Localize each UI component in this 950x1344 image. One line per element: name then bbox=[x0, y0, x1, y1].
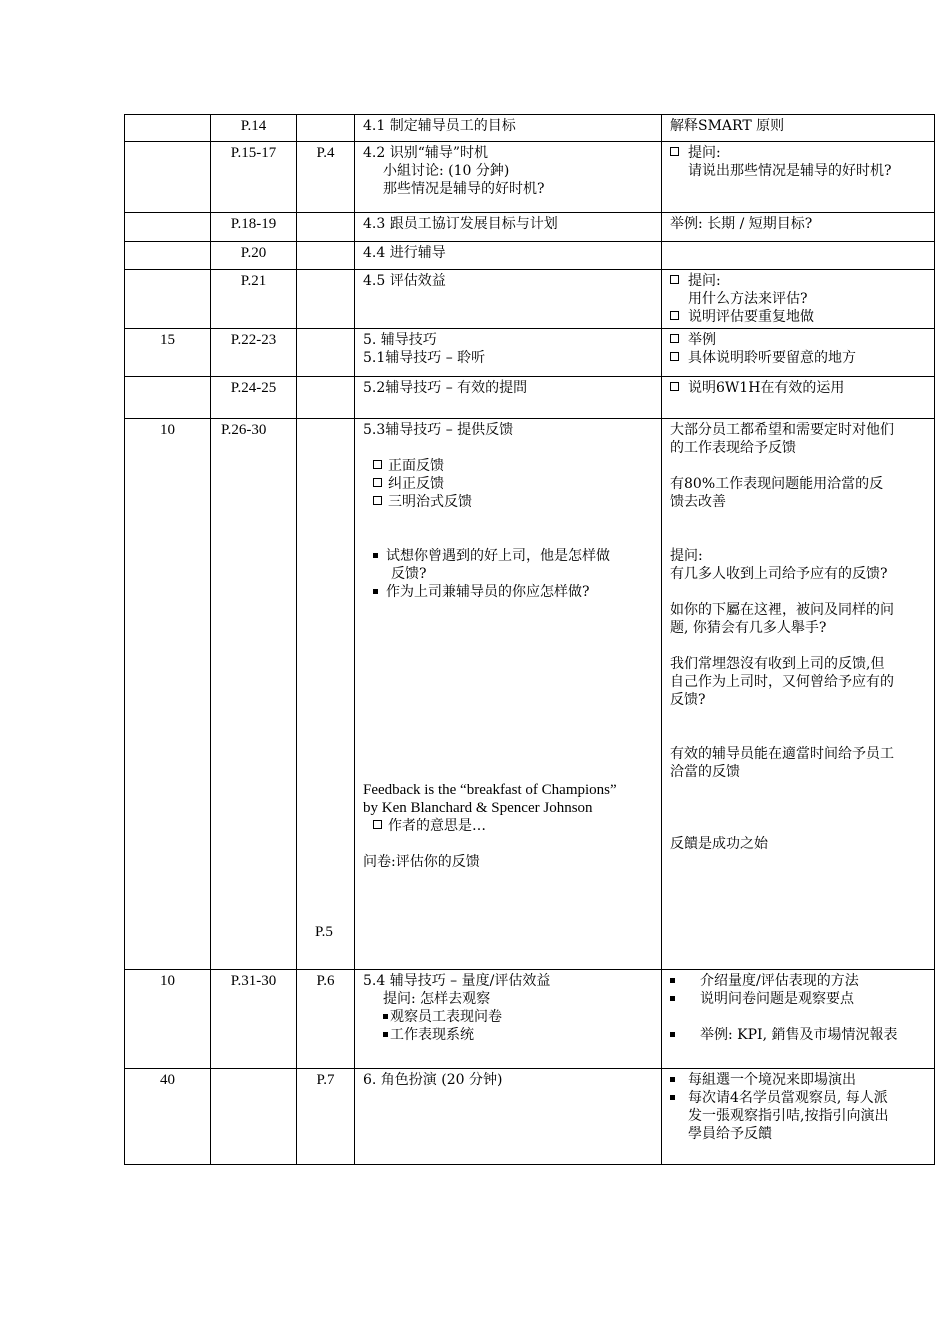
bullet-icon bbox=[670, 972, 700, 990]
table-row bbox=[125, 142, 935, 213]
time-cell bbox=[125, 270, 211, 329]
page-cell: P.22-23 bbox=[211, 329, 297, 377]
notes-cell bbox=[662, 970, 935, 1069]
bullet-text: 反馈? bbox=[391, 566, 427, 582]
note-line: 的工作表现给予反馈 bbox=[670, 440, 796, 456]
ref-cell: P.6 bbox=[297, 970, 355, 1069]
content-title: 5.3辅导技巧 – 提供反馈 bbox=[363, 422, 514, 438]
note-line: 洽當的反馈 bbox=[670, 764, 740, 780]
page-cell: P.26-30 bbox=[211, 419, 297, 970]
bullet-list bbox=[363, 547, 657, 601]
checkbox-icon bbox=[670, 349, 688, 367]
time-cell bbox=[125, 377, 211, 419]
page-cell: P.20 bbox=[211, 242, 297, 270]
bullet-icon bbox=[670, 1026, 700, 1044]
content-cell bbox=[355, 142, 662, 213]
table-row bbox=[125, 242, 935, 270]
bullet-text: 作为上司兼辅导员的你应怎样做? bbox=[386, 584, 590, 600]
note-line: 介绍量度/评估表现的方法 bbox=[700, 973, 859, 989]
table-row bbox=[125, 970, 935, 1069]
checkbox-icon bbox=[670, 144, 688, 162]
note-line: 我们常埋怨沒有收到上司的反馈,但 bbox=[670, 656, 885, 672]
note-line: 每組選一个境况来即場演出 bbox=[688, 1072, 856, 1088]
notes-cell bbox=[662, 377, 935, 419]
page-cell: P.24-25 bbox=[211, 377, 297, 419]
time-cell bbox=[125, 115, 211, 142]
content-line: 4.2 识别“辅导”时机 bbox=[363, 145, 489, 161]
content-line: 小組讨论: (10 分鈡) bbox=[383, 163, 510, 179]
time-cell: 10 bbox=[125, 419, 211, 970]
note-line: 提问: bbox=[688, 145, 721, 161]
note-line: 自己作为上司时，又何曾给予应有的 bbox=[670, 674, 894, 690]
time-cell bbox=[125, 242, 211, 270]
ref-cell bbox=[297, 213, 355, 242]
bullet-icon bbox=[670, 1089, 688, 1107]
bullet-icon bbox=[383, 1014, 388, 1019]
note-line: 大部分员工都希望和需要定时对他们 bbox=[670, 422, 894, 438]
ref-cell bbox=[297, 329, 355, 377]
checkbox-icon bbox=[373, 496, 382, 505]
checkbox-icon bbox=[670, 331, 688, 349]
ref-cell bbox=[297, 419, 355, 970]
note-line: 举例 bbox=[688, 332, 716, 348]
content-line: 5.1辅导技巧 – 聆听 bbox=[363, 350, 486, 366]
note-line: 馈去改善 bbox=[670, 494, 726, 510]
bullet-text: 工作表现系统 bbox=[390, 1027, 474, 1043]
table-row bbox=[125, 270, 935, 329]
table-row bbox=[125, 419, 935, 970]
notes-cell bbox=[662, 270, 935, 329]
content-line: 提问: 怎样去观察 bbox=[383, 991, 491, 1007]
note-line: 题, 你猜会有几多人舉手? bbox=[670, 620, 827, 636]
bullet-icon bbox=[373, 589, 378, 594]
content-cell: 6. 角色扮演 (20 分钟) bbox=[355, 1069, 662, 1165]
ref-cell bbox=[297, 270, 355, 329]
survey-line: 问卷:评估你的反馈 bbox=[363, 854, 480, 870]
bullet-icon bbox=[383, 1032, 388, 1037]
content-cell: 5.2辅导技巧 – 有效的提問 bbox=[355, 377, 662, 419]
time-cell bbox=[125, 142, 211, 213]
ref-cell bbox=[297, 242, 355, 270]
note-line: 反饋是成功之始 bbox=[670, 836, 768, 852]
note-line: 提问: bbox=[688, 273, 721, 289]
note-line: 说明评估要重复地做 bbox=[688, 309, 814, 325]
table-row bbox=[125, 377, 935, 419]
note-line: 反馈? bbox=[670, 692, 706, 708]
quote-line: Feedback is the “breakfast of Champions” bbox=[363, 782, 617, 798]
checkbox-icon bbox=[373, 478, 382, 487]
table-row bbox=[125, 329, 935, 377]
note-line: 每次请4名学员當观察员, 每人派 bbox=[688, 1090, 888, 1106]
checkbox-icon bbox=[373, 460, 382, 469]
notes-cell bbox=[662, 1069, 935, 1165]
content-cell: 4.3 跟员工協订发展目标与计划 bbox=[355, 213, 662, 242]
time-cell: 10 bbox=[125, 970, 211, 1069]
note-line: 有效的辅导员能在適當时间给予员工 bbox=[670, 746, 894, 762]
time-cell bbox=[125, 213, 211, 242]
page-cell: P.15-17 bbox=[211, 142, 297, 213]
page-cell bbox=[211, 1069, 297, 1165]
ref-label: P.5 bbox=[315, 924, 333, 940]
bullet-icon bbox=[670, 990, 700, 1008]
bullet-icon bbox=[670, 1071, 688, 1089]
note-line: 用什么方法来评估? bbox=[688, 291, 808, 307]
note-line: 发一張观察指引咭,按指引向演出 bbox=[688, 1108, 889, 1124]
table-row bbox=[125, 115, 935, 142]
checkbox-icon bbox=[373, 820, 382, 829]
time-cell: 15 bbox=[125, 329, 211, 377]
note-line: 學員给予反饋 bbox=[688, 1126, 772, 1142]
time-cell: 40 bbox=[125, 1069, 211, 1165]
content-cell: 4.1 制定辅导员工的目标 bbox=[355, 115, 662, 142]
checkbox-label: 三明治式反馈 bbox=[388, 494, 472, 510]
content-line: 5. 辅导技巧 bbox=[363, 332, 437, 348]
note-line: 提问: bbox=[670, 548, 703, 564]
content-cell bbox=[355, 419, 662, 970]
checkbox-label: 作者的意思是… bbox=[388, 818, 486, 834]
ref-cell bbox=[297, 377, 355, 419]
page-cell: P.14 bbox=[211, 115, 297, 142]
bullet-text: 试想你曾遇到的好上司，他是怎样做 bbox=[386, 548, 610, 564]
content-line: 那些情况是辅导的好时机? bbox=[383, 181, 545, 197]
ref-cell bbox=[297, 115, 355, 142]
notes-cell bbox=[662, 329, 935, 377]
checkbox-label: 纠正反馈 bbox=[388, 476, 444, 492]
note-line: 说明6W1H在有效的运用 bbox=[688, 380, 845, 396]
lesson-plan-table bbox=[124, 114, 935, 1165]
ref-cell: P.4 bbox=[297, 142, 355, 213]
content-cell: 4.4 进行辅导 bbox=[355, 242, 662, 270]
notes-cell bbox=[662, 419, 935, 970]
content-cell bbox=[355, 970, 662, 1069]
checkbox-label: 正面反馈 bbox=[388, 458, 444, 474]
checkbox-icon bbox=[670, 272, 688, 290]
content-line: 5.4 辅导技巧 – 量度/评估效益 bbox=[363, 973, 551, 989]
notes-cell bbox=[662, 242, 935, 270]
note-line: 举例: KPI, 銷售及市場情況報表 bbox=[700, 1027, 898, 1043]
content-cell: 4.5 评估效益 bbox=[355, 270, 662, 329]
bullet-icon bbox=[373, 553, 378, 558]
table-row bbox=[125, 1069, 935, 1165]
note-line: 有80%工作表现问题能用洽當的反 bbox=[670, 476, 884, 492]
notes-cell: 举例: 长期 / 短期目标? bbox=[662, 213, 935, 242]
notes-cell bbox=[662, 142, 935, 213]
content-cell bbox=[355, 329, 662, 377]
bullet-text: 观察员工表现问卷 bbox=[390, 1009, 502, 1025]
table-row bbox=[125, 213, 935, 242]
note-line: 说明问卷问题是观察要点 bbox=[700, 991, 854, 1007]
page-cell: P.31-30 bbox=[211, 970, 297, 1069]
page-cell: P.21 bbox=[211, 270, 297, 329]
checkbox-list bbox=[363, 457, 657, 511]
notes-cell: 解释SMART 原则 bbox=[662, 115, 935, 142]
note-line: 请说出那些情况是辅导的好时机? bbox=[688, 163, 892, 179]
checkbox-icon bbox=[670, 308, 688, 326]
note-line: 具体说明聆听要留意的地方 bbox=[688, 350, 856, 366]
page-cell: P.18-19 bbox=[211, 213, 297, 242]
note-line: 有几多人收到上司给予应有的反馈? bbox=[670, 566, 888, 582]
quote-author: by Ken Blanchard & Spencer Johnson bbox=[363, 800, 593, 816]
checkbox-icon bbox=[670, 379, 688, 397]
ref-cell: P.7 bbox=[297, 1069, 355, 1165]
note-line: 如你的下屬在这裡，被问及同样的问 bbox=[670, 602, 894, 618]
